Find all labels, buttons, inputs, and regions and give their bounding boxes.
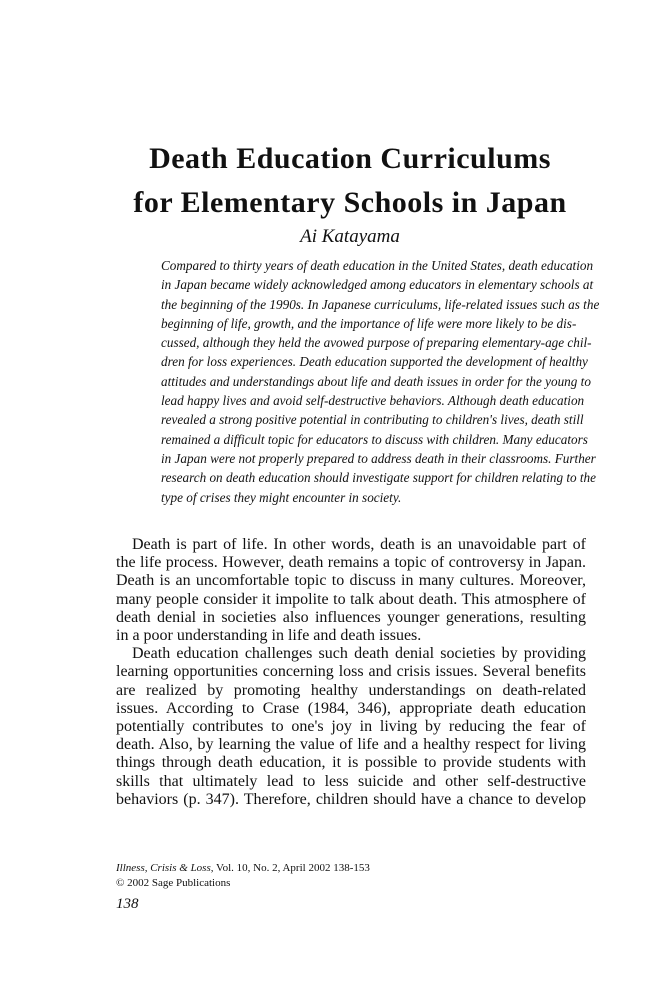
body-line: things through death education, it is possible to provide students with (116, 754, 586, 772)
abstract-line: type of crises they might encounter in society. (161, 489, 402, 505)
abstract-line: in Japan were not properly prepared to address death in their classrooms. Further (161, 450, 596, 466)
body-line: potentially contributes to one's joy in living by reducing the fear of (116, 718, 586, 736)
abstract-line: research on death education should investigate support for children relating to the (161, 470, 597, 486)
abstract-line: in Japan became widely acknowledged among educators in elementary schools at (161, 277, 594, 293)
abstract-line: Compared to thirty years of death education in the United States, death education (161, 258, 594, 273)
abstract-line: dren for loss experiences. Death education supported the development of healthy (161, 354, 588, 370)
body-line: Death is an uncomfortable topic to discuss in many cultures. Moreover, (116, 572, 586, 590)
body-line: death. Also, by learning the value of life and a healthy respect for living (116, 736, 586, 754)
abstract-line: revealed a strong positive potential in contributing to children's lives, death still (161, 412, 584, 428)
body-line: Death education challenges such death denial societies by providing (132, 645, 586, 663)
body-line: behaviors (p. 347). Therefore, children should have a chance to develop (116, 790, 586, 808)
page-number: 138 (116, 896, 139, 912)
abstract (161, 256, 600, 507)
body-line: skills that ultimately lead to less suicide and other self-destructive (116, 772, 586, 790)
body-line: many people consider it impolite to talk about death. This atmosphere of (116, 590, 586, 608)
abstract-line: cussed, although they held the avowed purpose of preparing elementary-age chil- (161, 335, 592, 351)
copyright: © 2002 Sage Publications (116, 877, 231, 889)
citation-details: Vol. 10, No. 2, April 2002 138-153 (213, 862, 370, 874)
abstract-line: the beginning of the 1990s. In Japanese curriculums, life-related issues such as the (161, 296, 600, 312)
abstract-line: remained a difficult topic for educators to discuss with children. Many educators (161, 431, 588, 447)
body-line: in a poor understanding in life and death issues. (116, 627, 422, 645)
author: Ai Katayama (300, 226, 400, 247)
journal-name: Illness, Crisis & Loss, (116, 862, 214, 874)
body-line: are realized by promoting healthy understandings on death-related (116, 681, 586, 699)
abstract-line: beginning of life, growth, and the importance of life were more likely to be dis- (161, 315, 577, 331)
body-line: Death is part of life. In other words, death is an unavoidable part of (132, 536, 586, 553)
body-text (116, 536, 586, 809)
citation-footer (116, 861, 370, 891)
title-line-2: for Elementary Schools in Japan (133, 186, 567, 219)
body-line: the life process. However, death remains a topic of controversy in Japan. (116, 554, 586, 572)
abstract-line: lead happy lives and avoid self-destructive behaviors. Although death education (161, 393, 585, 409)
title-line-1: Death Education Curriculums (149, 142, 551, 175)
abstract-line: attitudes and understandings about life and death issues in order for the young to (161, 373, 591, 389)
body-line: issues. According to Crase (1984, 346), appropriate death education (116, 699, 586, 717)
body-line: death denial in societies also influences younger generations, resulting (116, 608, 586, 626)
body-line: learning opportunities concerning loss and crisis issues. Several benefits (116, 663, 586, 681)
